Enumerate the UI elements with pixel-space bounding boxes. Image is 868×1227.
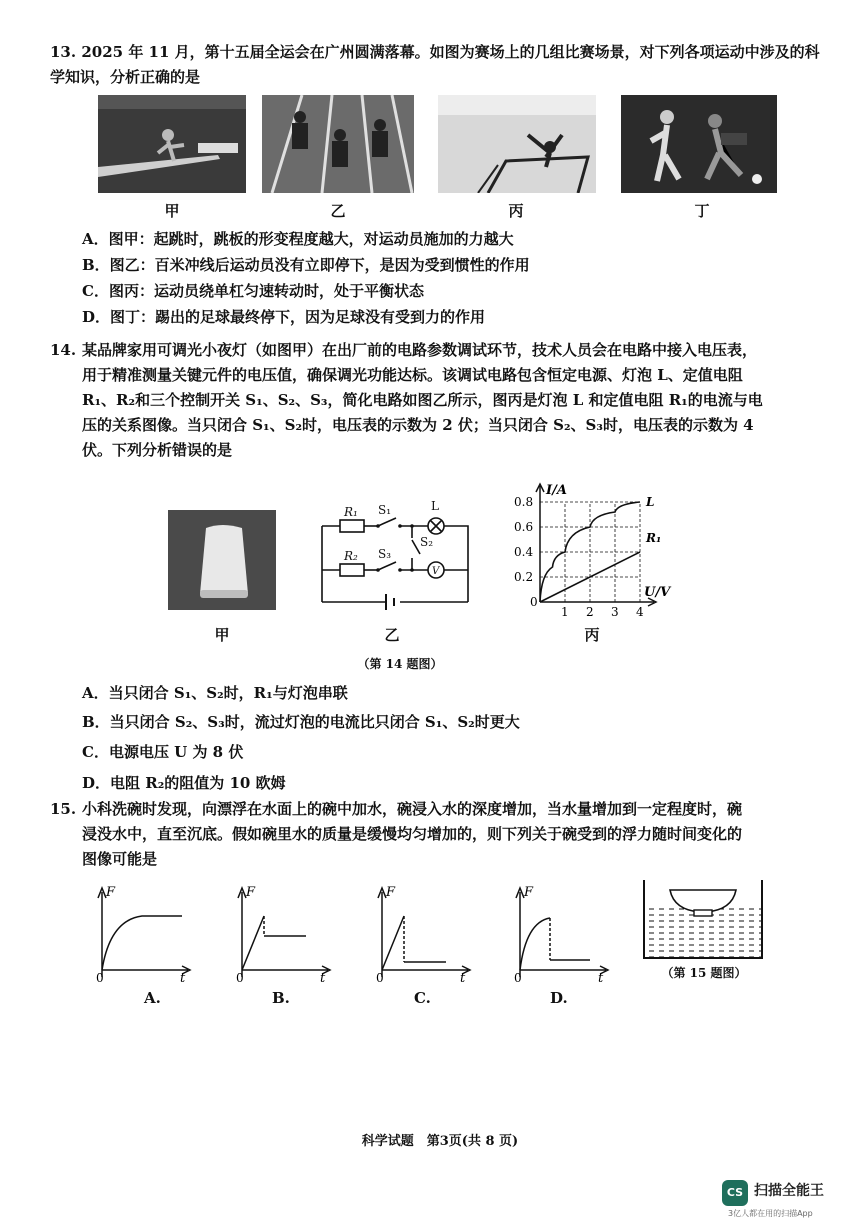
origin-label: 0 — [530, 595, 538, 609]
series-label-2: R₁ — [646, 531, 662, 545]
page-footer: 科学试题 第3页(共 8 页) — [361, 1134, 519, 1149]
x-tick-label-4: 4 — [636, 605, 644, 619]
q15-stem-line-1: 小科洗碗时发现，向漂浮在水面上的碗中加水，碗浸入水的深度增加，当水量增加到一定程度时，碗 — [82, 800, 743, 818]
y-axis-label: I/A — [546, 483, 567, 498]
label-s2: S₂ — [420, 535, 434, 549]
night-light-icon — [168, 510, 276, 610]
q14-stem-line-3: R₁、R₂和三个控制开关 S₁、S₂、S₃，简化电路如图乙所示，图丙是灯泡 L 和定值电阻 R₁的电流与电 — [82, 391, 763, 409]
scanner-badge: CS — [726, 1186, 744, 1199]
axis-t: t — [320, 971, 326, 982]
label-s1: S₁ — [378, 503, 392, 517]
q14-option-d: D．电阻 R₂的阻值为 10 欧姆 — [82, 774, 286, 792]
football-photo — [621, 95, 777, 193]
sprint-photo — [262, 95, 414, 193]
q14-stem-line-4: 压的关系图像。当只闭合 S₁、S₂时，电压表的示数为 2 伏；当只闭合 S₂、S₃时，电压表的示数为 4 — [82, 416, 754, 434]
label-r1: R₁ — [344, 505, 358, 519]
scanner-watermark — [722, 1178, 862, 1222]
axis-f: F — [246, 885, 256, 900]
sprint-photo-icon — [262, 95, 414, 193]
axis-t: t — [460, 971, 466, 982]
q14-option-b: B．当只闭合 S₂、S₃时，流过灯泡的电流比只闭合 S₁、S₂时更大 — [82, 713, 520, 731]
y-tick-label-1: 0.2 — [514, 570, 534, 584]
q15-graph-a — [92, 882, 192, 982]
q15-option-d: D. — [550, 989, 568, 1007]
q13-option-b: B．图乙：百米冲线后运动员没有立即停下，是因为受到惯性的作用 — [82, 256, 530, 274]
y-tick-label-3: 0.6 — [514, 520, 534, 534]
q15-option-a: A. — [144, 989, 161, 1007]
curve-d — [520, 918, 550, 970]
resistor-r2 — [340, 564, 364, 576]
q13-option-c: C．图丙：运动员绕单杠匀速转动时，处于平衡状态 — [82, 282, 424, 300]
q14-stem-line-1: 某品牌家用可调光小夜灯（如图甲）在出厂前的电路参数调试环节，技术人员会在电路中接入电压表， — [82, 341, 758, 359]
q15-number: 15. — [50, 800, 77, 818]
curve-c — [382, 916, 404, 970]
resistor-r1 — [340, 520, 364, 532]
label-lamp: L — [431, 499, 439, 513]
q13-option-a: A．图甲：起跳时，跳板的形变程度越大，对运动员施加的力越大 — [82, 230, 514, 248]
q13-number: 13. — [50, 43, 77, 61]
scanner-app-name: 扫描全能王 — [754, 1183, 824, 1199]
horizontal-bar-photo-icon — [438, 95, 596, 193]
q14-stem-line-5: 伏。下列分析错误的是 — [82, 441, 233, 459]
curve-b — [242, 916, 264, 970]
x-tick-label-3: 3 — [611, 605, 619, 619]
q13-question — [50, 40, 820, 90]
iu-chart — [510, 480, 680, 620]
q15-stem — [82, 797, 822, 872]
y-tick-label-2: 0.4 — [514, 545, 534, 559]
q15-option-b: B. — [272, 989, 290, 1007]
q14-option-c: C．电源电压 U 为 8 伏 — [82, 743, 244, 761]
q14-figure-label-1: 甲 — [214, 626, 230, 644]
diving-board-photo — [98, 95, 246, 193]
q13-image-label-4: 丁 — [694, 202, 710, 220]
q14-figure-label-3: 丙 — [584, 626, 600, 644]
label-s3: S₃ — [378, 547, 392, 561]
circuit-diagram — [316, 498, 476, 610]
q14-number: 14. — [50, 341, 77, 359]
axis-f: F — [106, 885, 116, 900]
curve-a — [102, 916, 182, 970]
label-voltmeter: V — [432, 566, 440, 577]
scanner-logo-icon — [722, 1180, 748, 1206]
q14-figure-label-2: 乙 — [384, 626, 400, 644]
q13-image-label-2: 乙 — [330, 202, 346, 220]
q15-stem-line-2: 浸没水中，直至沉底。假如碗里水的质量是缓慢均匀增加的，则下列关于碗受到的浮力随时间变化的 — [82, 825, 743, 843]
horizontal-bar-photo — [438, 95, 596, 193]
axis-t: t — [180, 971, 186, 982]
axis-origin: 0 — [96, 971, 104, 982]
q15-stem-line-3: 图像可能是 — [82, 850, 158, 868]
q14-figure-caption: （第 14 题图） — [357, 657, 443, 671]
label-r2: R₂ — [344, 549, 358, 563]
x-tick-label-1: 1 — [561, 605, 569, 619]
night-light-photo — [168, 510, 276, 610]
q13-option-d: D．图丁：踢出的足球最终停下，因为足球没有受到力的作用 — [82, 308, 486, 326]
x-axis-label: U/V — [644, 585, 671, 600]
q15-figure-caption: （第 15 题图） — [661, 966, 747, 980]
y-tick-label-4: 0.8 — [514, 495, 534, 509]
axis-origin: 0 — [236, 971, 244, 982]
q13-stem: 2025 年 11 月，第十五届全运会在广州圆满落幕。如图为赛场上的几组比赛场景，对下列各项运动中涉及的科学知识，分析正确的是 — [50, 43, 820, 86]
q13-image-label-3: 丙 — [508, 202, 524, 220]
series-label-1: L — [646, 495, 655, 509]
axis-f: F — [386, 885, 396, 900]
scanner-tagline: 3亿人都在用的扫描App — [728, 1209, 813, 1218]
q14-option-a: A．当只闭合 S₁、S₂时，R₁与灯泡串联 — [82, 684, 348, 702]
q15-graph-d — [510, 882, 610, 982]
q15-graph-b — [232, 882, 332, 982]
axis-t: t — [598, 971, 604, 982]
q15-option-c: C. — [414, 989, 431, 1007]
axis-origin: 0 — [514, 971, 522, 982]
x-tick-label-2: 2 — [586, 605, 594, 619]
bowl-in-water-figure — [638, 876, 768, 962]
q14-stem — [82, 338, 822, 463]
football-photo-icon — [621, 95, 777, 193]
q14-stem-line-2: 用于精准测量关键元件的电压值，确保调光功能达标。该调试电路包含恒定电源、灯泡 L、定值电阻 — [82, 366, 743, 384]
q15-graph-c — [372, 882, 472, 982]
q13-image-label-1: 甲 — [164, 202, 180, 220]
axis-origin: 0 — [376, 971, 384, 982]
axis-f: F — [524, 885, 534, 900]
diving-board-photo-icon — [98, 95, 246, 193]
